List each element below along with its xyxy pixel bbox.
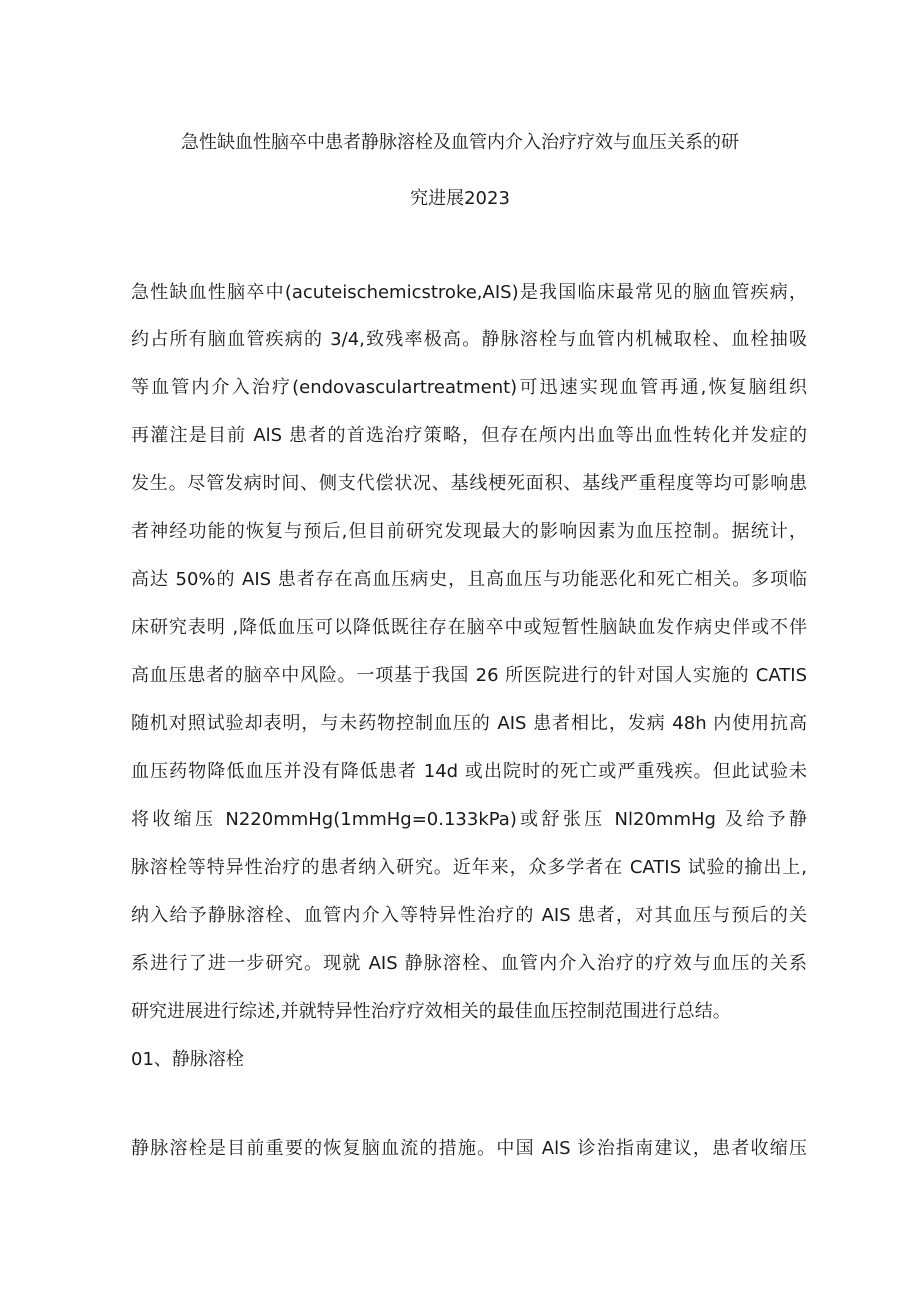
paragraph-line: 静脉溶栓是目前重要的恢复脑血流的措施。中国 AlS 诊治指南建议，患者收缩压 (131, 1138, 807, 1159)
paragraph-line: 发生。尽管发病时间、侧支代偿状况、基线梗死面积、基线严重程度等均可影响患 (131, 473, 807, 494)
paragraph-line: 高达 50%的 AIS 患者存在高血压病史，且高血压与功能恶化和死亡相关。多项临 (131, 569, 807, 590)
section-heading: 01、静脉溶栓 (131, 1049, 244, 1070)
paragraph-line: 纳入给予静脉溶栓、血管内介入等特异性治疗的 AIS 患者，对其血压与预后的关 (131, 905, 807, 926)
paragraph-line: 血压药物降低血压并没有降低患者 14d 或出院时的死亡或严重残疾。但此试验未 (131, 761, 807, 782)
paragraph-line: 约占所有脑血管疾病的 3/4,致残率极高。静脉溶栓与血管内机械取栓、血栓抽吸 (131, 329, 807, 350)
paragraph-line: 再灌注是目前 AlS 患者的首选治疗策略，但存在颅内出血等出血性转化并发症的 (131, 425, 807, 446)
paragraph-line: 将收缩压 N220mmHg(1mmHg=0.133kPa)或舒张压 Nl20mmHg 及给予静 (131, 809, 807, 830)
paragraph-line: 高血压患者的脑卒中风险。一项基于我国 26 所医院进行的针对国人实施的 CATIS (131, 665, 807, 686)
paragraph-line: 床研究表明 ,降低血压可以降低既往存在脑卒中或短暂性脑缺血发作病史伴或不伴 (131, 617, 807, 638)
paragraph-line: 等血管内介入治疗(endovasculartreatment)可迅速实现血管再通,恢复脑组织 (131, 377, 807, 398)
paragraph-line: 系进行了进一步研究。现就 AIS 静脉溶栓、血管内介入治疗的疗效与血压的关系 (131, 953, 807, 974)
paragraph-line: 急性缺血性脑卒中(acuteischemicstroke,AIS)是我国临床最常见的脑血管疾病， (131, 282, 807, 303)
document-title-line-1: 急性缺血性脑卒中患者静脉溶栓及血管内介入治疗疗效与血压关系的研 (181, 132, 739, 153)
paragraph-line: 者神经功能的恢复与预后,但目前研究发现最大的影响因素为血压控制。据统计， (131, 521, 807, 542)
document-title-line-2: 究进展2023 (410, 188, 510, 209)
paragraph-line: 随机对照试验却表明，与未药物控制血压的 AIS 患者相比，发病 48h 内使用抗高 (131, 713, 807, 734)
paragraph-line: 研究进展进行综述,并就特异性治疗疗效相关的最佳血压控制范围进行总结。 (131, 1001, 731, 1022)
paragraph-line: 脉溶栓等特异性治疗的患者纳入研究。近年来，众多学者在 CATIS 试验的揄出上, (131, 857, 807, 878)
